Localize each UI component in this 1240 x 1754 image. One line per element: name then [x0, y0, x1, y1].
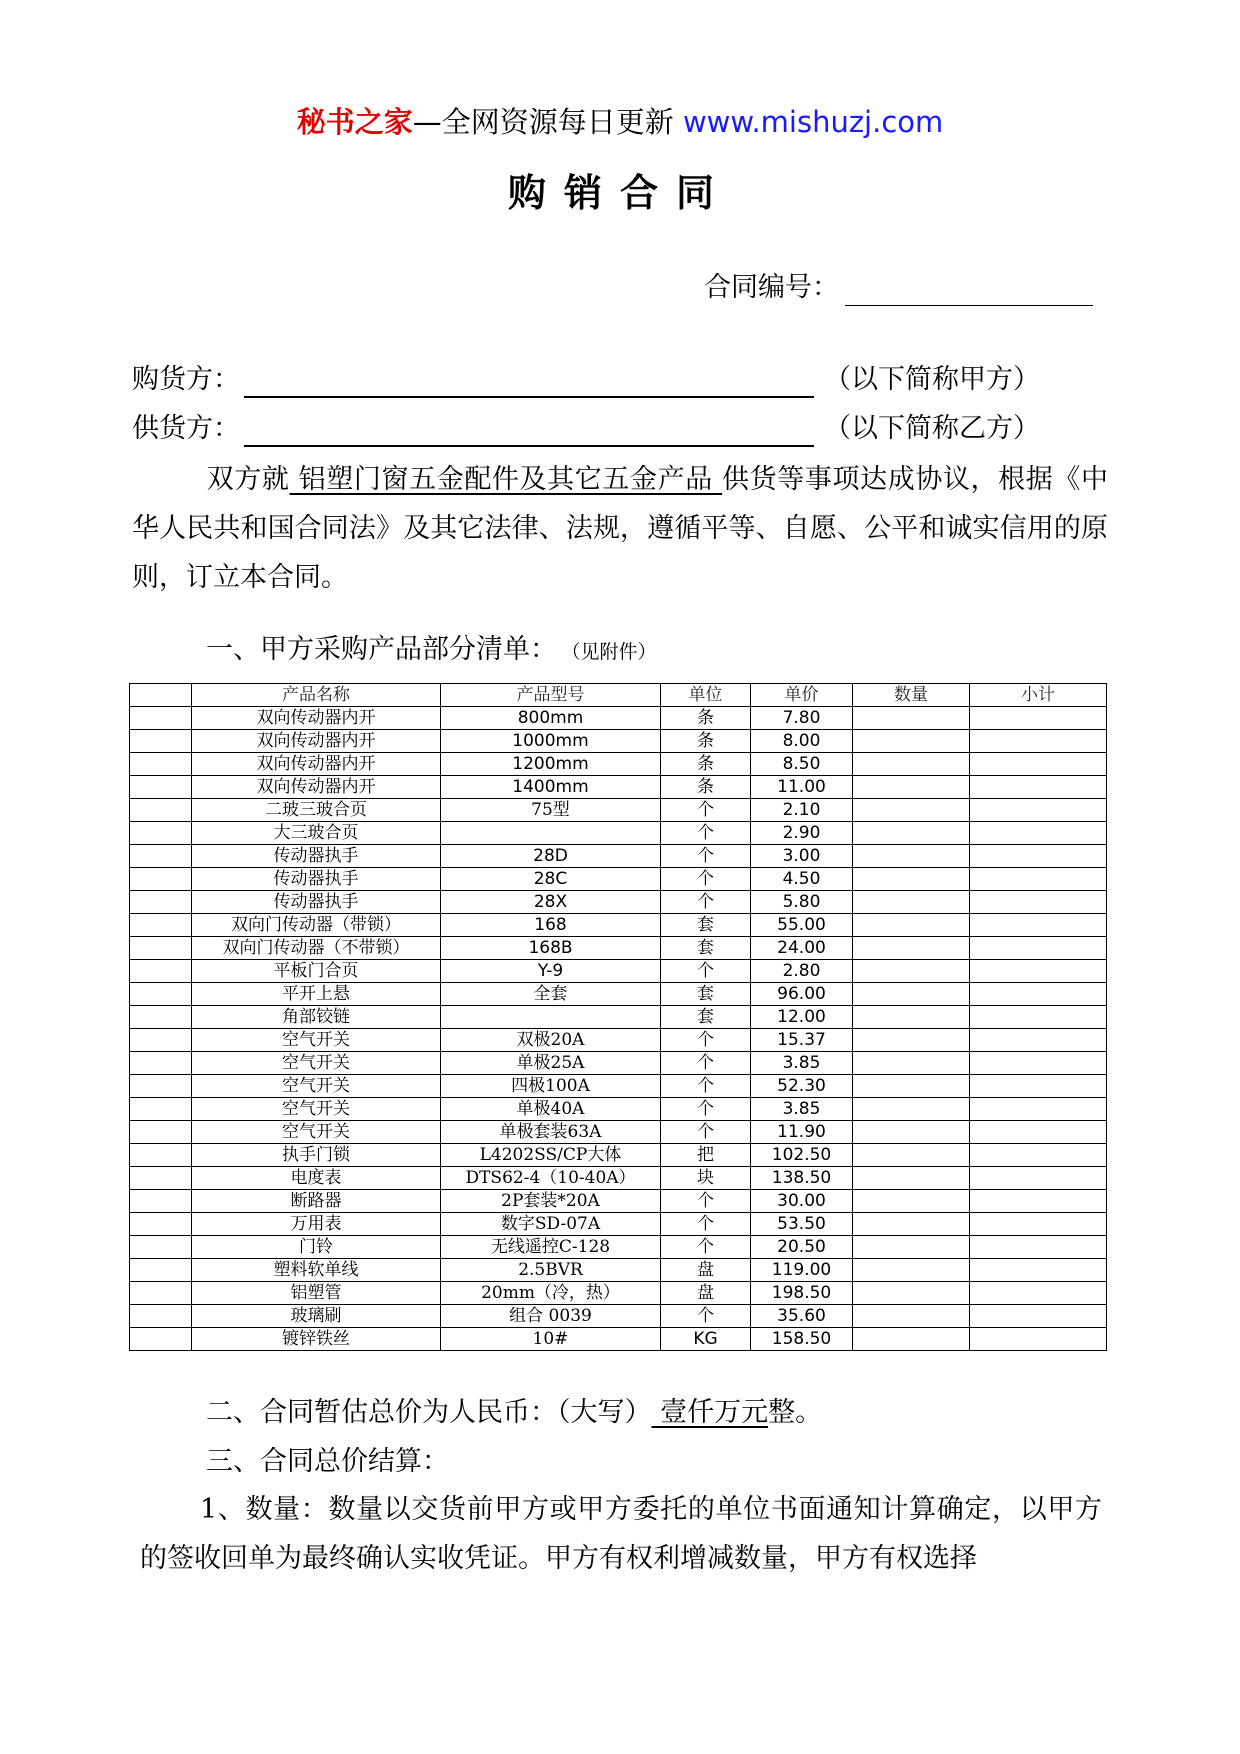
row-index-cell	[130, 753, 192, 776]
unit-cell: 套	[661, 1006, 751, 1029]
product-model-cell: L4202SS/CP大体	[441, 1144, 661, 1167]
unit-price-cell: 52.30	[751, 1075, 853, 1098]
unit-cell: 套	[661, 937, 751, 960]
quantity-cell	[853, 1213, 970, 1236]
unit-cell: 套	[661, 914, 751, 937]
subtotal-cell	[970, 1121, 1107, 1144]
table-row	[130, 1075, 1107, 1098]
unit-cell: 个	[661, 845, 751, 868]
quantity-cell	[853, 914, 970, 937]
subtotal-cell	[970, 1305, 1107, 1328]
unit-cell: 个	[661, 1052, 751, 1075]
row-index-cell	[130, 1075, 192, 1098]
product-name-cell: 镀锌铁丝	[192, 1328, 441, 1351]
table-row	[130, 1121, 1107, 1144]
product-name-cell: 双向门传动器（带锁）	[192, 914, 441, 937]
header-cell-unit: 单位	[661, 684, 751, 707]
document-title: 购销合同	[507, 171, 732, 215]
subtotal-cell	[970, 1052, 1107, 1075]
table-row	[130, 730, 1107, 753]
unit-cell: 个	[661, 1213, 751, 1236]
quantity-cell	[853, 730, 970, 753]
row-index-cell	[130, 1213, 192, 1236]
product-model-cell: 28X	[441, 891, 661, 914]
table-row	[130, 707, 1107, 730]
subtotal-cell	[970, 1282, 1107, 1305]
product-model-cell: 单极40A	[441, 1098, 661, 1121]
product-model-cell: 168B	[441, 937, 661, 960]
product-model-cell: 2P套装*20A	[441, 1190, 661, 1213]
section-1-title: 一、甲方采购产品部分清单：	[206, 634, 557, 665]
unit-cell: 个	[661, 891, 751, 914]
table-row	[130, 983, 1107, 1006]
product-model-cell: 无线遥控C-128	[441, 1236, 661, 1259]
section-3-heading: 三、合同总价结算：	[206, 1446, 449, 1477]
table-row	[130, 868, 1107, 891]
subtotal-cell	[970, 960, 1107, 983]
unit-cell: 个	[661, 822, 751, 845]
unit-price-cell: 12.00	[751, 1006, 853, 1029]
section-1-note: （见附件）	[571, 641, 657, 663]
table-row	[130, 937, 1107, 960]
unit-price-cell: 35.60	[751, 1305, 853, 1328]
seller-label: 供货方：	[132, 413, 240, 444]
product-model-cell: 28C	[441, 868, 661, 891]
section-2-suffix: 整。	[768, 1397, 823, 1428]
product-model-cell: 75型	[441, 799, 661, 822]
product-name-cell: 传动器执手	[192, 891, 441, 914]
table-row	[130, 1213, 1107, 1236]
quantity-cell	[853, 960, 970, 983]
product-model-cell: 单极套装63A	[441, 1121, 661, 1144]
quantity-cell	[853, 1305, 970, 1328]
subtotal-cell	[970, 1236, 1107, 1259]
product-name-cell: 角部铰链	[192, 1006, 441, 1029]
subtotal-cell	[970, 799, 1107, 822]
table-row	[130, 1236, 1107, 1259]
product-model-cell	[441, 1006, 661, 1029]
quantity-cell	[853, 868, 970, 891]
subtotal-cell	[970, 1328, 1107, 1351]
buyer-blank	[244, 366, 814, 398]
table-row	[130, 1144, 1107, 1167]
buyer-suffix: （以下简称甲方）	[824, 364, 1040, 395]
table-row	[130, 1190, 1107, 1213]
product-model-cell: 双极20A	[441, 1029, 661, 1052]
product-name-cell: 空气开关	[192, 1121, 441, 1144]
row-index-cell	[130, 960, 192, 983]
unit-cell: 个	[661, 1305, 751, 1328]
unit-cell: 个	[661, 1075, 751, 1098]
unit-price-cell: 30.00	[751, 1190, 853, 1213]
table-row	[130, 1006, 1107, 1029]
unit-cell: KG	[661, 1328, 751, 1351]
product-name-cell: 传动器执手	[192, 868, 441, 891]
row-index-cell	[130, 983, 192, 1006]
product-name-cell: 空气开关	[192, 1075, 441, 1098]
unit-cell: 条	[661, 707, 751, 730]
unit-price-cell: 15.37	[751, 1029, 853, 1052]
subtotal-cell	[970, 1213, 1107, 1236]
product-model-cell: 1400mm	[441, 776, 661, 799]
product-model-cell: 单极25A	[441, 1052, 661, 1075]
table-header-row	[130, 684, 1107, 707]
unit-cell: 盘	[661, 1282, 751, 1305]
unit-price-cell: 53.50	[751, 1213, 853, 1236]
product-name-cell: 电度表	[192, 1167, 441, 1190]
unit-price-cell: 198.50	[751, 1282, 853, 1305]
quantity-cell	[853, 822, 970, 845]
unit-cell: 个	[661, 1098, 751, 1121]
unit-cell: 条	[661, 753, 751, 776]
product-name-cell: 空气开关	[192, 1098, 441, 1121]
unit-cell: 个	[661, 1029, 751, 1052]
unit-price-cell: 8.00	[751, 730, 853, 753]
unit-cell: 条	[661, 776, 751, 799]
quantity-cell	[853, 1121, 970, 1144]
quantity-cell	[853, 707, 970, 730]
intro-paragraph	[132, 455, 1108, 602]
unit-price-cell: 5.80	[751, 891, 853, 914]
subtotal-cell	[970, 891, 1107, 914]
header-cell-name: 产品名称	[192, 684, 441, 707]
seller-line	[132, 411, 1040, 447]
quantity-cell	[853, 1052, 970, 1075]
row-index-cell	[130, 1006, 192, 1029]
unit-price-cell: 3.85	[751, 1098, 853, 1121]
unit-price-cell: 158.50	[751, 1328, 853, 1351]
row-index-cell	[130, 1052, 192, 1075]
unit-cell: 个	[661, 1236, 751, 1259]
quantity-cell	[853, 1190, 970, 1213]
seller-blank	[244, 415, 814, 447]
row-index-cell	[130, 707, 192, 730]
unit-price-cell: 8.50	[751, 753, 853, 776]
product-model-cell	[441, 822, 661, 845]
row-index-cell	[130, 868, 192, 891]
table-row	[130, 799, 1107, 822]
unit-cell: 套	[661, 983, 751, 1006]
product-model-cell: 1000mm	[441, 730, 661, 753]
subtotal-cell	[970, 1029, 1107, 1052]
intro-prefix: 双方就	[206, 464, 290, 495]
unit-price-cell: 119.00	[751, 1259, 853, 1282]
quantity-cell	[853, 845, 970, 868]
contract-number-field	[704, 270, 1093, 306]
header-cell-subtotal: 小计	[970, 684, 1107, 707]
unit-cell: 块	[661, 1167, 751, 1190]
table-body	[130, 707, 1107, 1351]
product-model-cell: 20mm（冷，热）	[441, 1282, 661, 1305]
product-name-cell: 平开上悬	[192, 983, 441, 1006]
row-index-cell	[130, 1029, 192, 1052]
unit-price-cell: 102.50	[751, 1144, 853, 1167]
row-index-cell	[130, 1259, 192, 1282]
subtotal-cell	[970, 707, 1107, 730]
quantity-cell	[853, 1075, 970, 1098]
unit-price-cell: 3.85	[751, 1052, 853, 1075]
product-model-cell: 10#	[441, 1328, 661, 1351]
row-index-cell	[130, 1144, 192, 1167]
table-row	[130, 822, 1107, 845]
quantity-cell	[853, 1006, 970, 1029]
subtotal-cell	[970, 1075, 1107, 1098]
subtotal-cell	[970, 1006, 1107, 1029]
table-row	[130, 1259, 1107, 1282]
header-cell-index	[130, 684, 192, 707]
unit-cell: 盘	[661, 1259, 751, 1282]
unit-price-cell: 2.90	[751, 822, 853, 845]
row-index-cell	[130, 1121, 192, 1144]
product-model-cell: 组合 0039	[441, 1305, 661, 1328]
unit-cell: 个	[661, 960, 751, 983]
product-model-cell: 数字SD-07A	[441, 1213, 661, 1236]
unit-cell: 个	[661, 1190, 751, 1213]
product-name-cell: 双向传动器内开	[192, 730, 441, 753]
table-row	[130, 960, 1107, 983]
subtotal-cell	[970, 937, 1107, 960]
unit-cell: 个	[661, 799, 751, 822]
quantity-cell	[853, 776, 970, 799]
section-1-heading	[206, 632, 657, 670]
product-name-cell: 铝塑管	[192, 1282, 441, 1305]
unit-price-cell: 20.50	[751, 1236, 853, 1259]
table-row	[130, 753, 1107, 776]
table-row	[130, 914, 1107, 937]
row-index-cell	[130, 914, 192, 937]
buyer-line	[132, 362, 1040, 398]
table-row	[130, 1029, 1107, 1052]
product-model-cell: DTS62-4（10-40A）	[441, 1167, 661, 1190]
row-index-cell	[130, 1305, 192, 1328]
row-index-cell	[130, 776, 192, 799]
header-cell-quantity: 数量	[853, 684, 970, 707]
section-2-line	[206, 1395, 822, 1431]
product-name-cell: 塑料软单线	[192, 1259, 441, 1282]
product-name-cell: 双向门传动器（不带锁）	[192, 937, 441, 960]
product-name-cell: 玻璃刷	[192, 1305, 441, 1328]
unit-cell: 个	[661, 868, 751, 891]
table-row	[130, 1328, 1107, 1351]
unit-price-cell: 138.50	[751, 1167, 853, 1190]
seller-suffix: （以下简称乙方）	[824, 413, 1040, 444]
quantity-cell	[853, 891, 970, 914]
intro-goods: 铝塑门窗五金配件及其它五金产品	[289, 464, 723, 495]
product-name-cell: 断路器	[192, 1190, 441, 1213]
subtotal-cell	[970, 822, 1107, 845]
row-index-cell	[130, 1328, 192, 1351]
product-name-cell: 空气开关	[192, 1052, 441, 1075]
product-model-cell: Y-9	[441, 960, 661, 983]
quantity-cell	[853, 1029, 970, 1052]
product-name-cell: 二玻三玻合页	[192, 799, 441, 822]
table-row	[130, 1052, 1107, 1075]
section-2-amount: 壹仟万元	[651, 1397, 769, 1428]
product-name-cell: 大三玻合页	[192, 822, 441, 845]
clause-1-paragraph: 1、数量：数量以交货前甲方或甲方委托的单位书面通知计算确定，以甲方的签收回单为最终确认实收凭证。甲方有权利增减数量，甲方有权选择	[140, 1494, 1102, 1574]
product-name-cell: 传动器执手	[192, 845, 441, 868]
product-model-cell: 2.5BVR	[441, 1259, 661, 1282]
table-row	[130, 845, 1107, 868]
row-index-cell	[130, 1190, 192, 1213]
row-index-cell	[130, 845, 192, 868]
product-name-cell: 双向传动器内开	[192, 776, 441, 799]
product-name-cell: 双向传动器内开	[192, 753, 441, 776]
unit-cell: 条	[661, 730, 751, 753]
subtotal-cell	[970, 1144, 1107, 1167]
intro-suffix: 供货等事项达成协议，根据《中华人民共和国合同法》及其它法律、法规，遵循平等、自愿、公平和诚实信用的原则，订立本合同。	[132, 464, 1109, 593]
row-index-cell	[130, 937, 192, 960]
header-cell-price: 单价	[751, 684, 853, 707]
product-model-cell: 1200mm	[441, 753, 661, 776]
subtotal-cell	[970, 1259, 1107, 1282]
contract-number-blank	[845, 275, 1093, 306]
unit-price-cell: 7.80	[751, 707, 853, 730]
row-index-cell	[130, 799, 192, 822]
table-row	[130, 1167, 1107, 1190]
unit-cell: 个	[661, 1121, 751, 1144]
product-model-cell: 全套	[441, 983, 661, 1006]
banner-tagline: 全网资源每日更新	[441, 105, 683, 139]
quantity-cell	[853, 983, 970, 1006]
unit-price-cell: 55.00	[751, 914, 853, 937]
subtotal-cell	[970, 1167, 1107, 1190]
section-2-prefix: 二、合同暂估总价为人民币：（大写）	[206, 1397, 652, 1428]
unit-price-cell: 11.90	[751, 1121, 853, 1144]
row-index-cell	[130, 1236, 192, 1259]
unit-price-cell: 4.50	[751, 868, 853, 891]
subtotal-cell	[970, 730, 1107, 753]
quantity-cell	[853, 1282, 970, 1305]
table-row	[130, 1305, 1107, 1328]
row-index-cell	[130, 1282, 192, 1305]
subtotal-cell	[970, 914, 1107, 937]
row-index-cell	[130, 822, 192, 845]
product-model-cell: 800mm	[441, 707, 661, 730]
subtotal-cell	[970, 983, 1107, 1006]
quantity-cell	[853, 1144, 970, 1167]
row-index-cell	[130, 891, 192, 914]
product-name-cell: 平板门合页	[192, 960, 441, 983]
row-index-cell	[130, 730, 192, 753]
quantity-cell	[853, 753, 970, 776]
quantity-cell	[853, 1167, 970, 1190]
unit-price-cell: 2.80	[751, 960, 853, 983]
site-banner	[0, 102, 1240, 142]
table-row	[130, 1098, 1107, 1121]
product-model-cell: 168	[441, 914, 661, 937]
product-name-cell: 门铃	[192, 1236, 441, 1259]
product-name-cell: 空气开关	[192, 1029, 441, 1052]
header-cell-model: 产品型号	[441, 684, 661, 707]
unit-cell: 把	[661, 1144, 751, 1167]
subtotal-cell	[970, 1098, 1107, 1121]
unit-price-cell: 2.10	[751, 799, 853, 822]
row-index-cell	[130, 1098, 192, 1121]
subtotal-cell	[970, 868, 1107, 891]
quantity-cell	[853, 1236, 970, 1259]
quantity-cell	[853, 937, 970, 960]
product-model-cell: 28D	[441, 845, 661, 868]
unit-price-cell: 24.00	[751, 937, 853, 960]
subtotal-cell	[970, 776, 1107, 799]
contract-number-label: 合同编号：	[704, 272, 839, 303]
table-row	[130, 1282, 1107, 1305]
product-name-cell: 双向传动器内开	[192, 707, 441, 730]
product-name-cell: 万用表	[192, 1213, 441, 1236]
unit-price-cell: 3.00	[751, 845, 853, 868]
banner-url-link[interactable]: www.mishuzj.com	[682, 105, 944, 139]
product-name-cell: 执手门锁	[192, 1144, 441, 1167]
unit-price-cell: 96.00	[751, 983, 853, 1006]
banner-dash: —	[412, 105, 442, 139]
product-list-table	[129, 683, 1107, 1351]
table-row	[130, 891, 1107, 914]
subtotal-cell	[970, 845, 1107, 868]
quantity-cell	[853, 1259, 970, 1282]
quantity-cell	[853, 799, 970, 822]
quantity-cell	[853, 1328, 970, 1351]
subtotal-cell	[970, 753, 1107, 776]
row-index-cell	[130, 1167, 192, 1190]
quantity-cell	[853, 1098, 970, 1121]
table-row	[130, 776, 1107, 799]
unit-price-cell: 11.00	[751, 776, 853, 799]
banner-brand: 秘书之家	[296, 105, 413, 139]
subtotal-cell	[970, 1190, 1107, 1213]
buyer-label: 购货方：	[132, 364, 240, 395]
product-model-cell: 四极100A	[441, 1075, 661, 1098]
